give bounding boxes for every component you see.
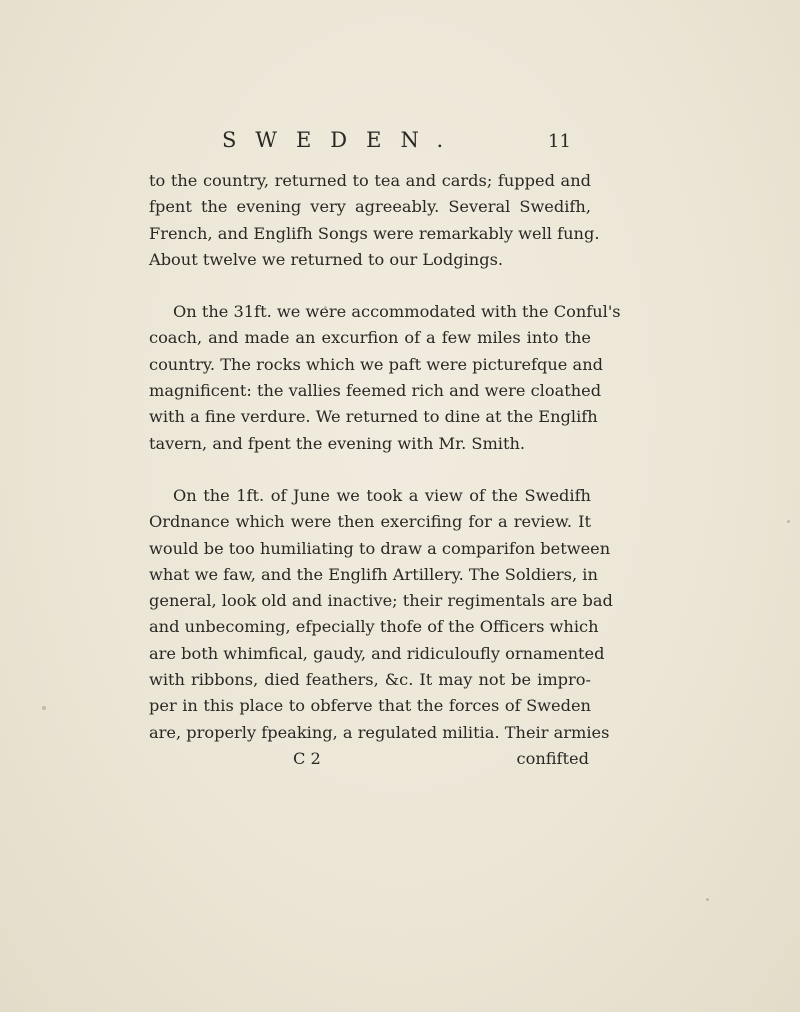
paper-speck xyxy=(324,306,327,309)
text-line: are, properly fpeaking, a regulated militia. Their armies xyxy=(149,722,610,742)
paper-speck xyxy=(706,898,709,901)
text-line: what we faw, and the Englifh Artillery. The Soldiers, in xyxy=(149,564,598,584)
text-line: Ordnance which were then exercifing for a review. It xyxy=(149,512,591,532)
text-line: On the 31ft. we were accommodated with the Conful's xyxy=(173,302,621,322)
text-line: French, and Englifh Songs were remarkably well fung. xyxy=(149,223,600,243)
text-line: to the country, returned to tea and cards; fupped and xyxy=(149,171,591,190)
paragraph-3 xyxy=(149,483,613,746)
text-line: would be too humiliating to draw a comparifon between xyxy=(149,538,611,558)
paragraph-1 xyxy=(149,168,600,273)
signature-mark: C 2 xyxy=(293,748,321,768)
text-line: tavern, and fpent the evening with Mr. Smith. xyxy=(149,433,526,453)
text-line: and unbecoming, efpecially thofe of the Officers which xyxy=(149,617,599,637)
text-line: About twelve we returned to our Lodgings. xyxy=(149,249,504,269)
text-line: general, look old and inactive; their regimentals are bad xyxy=(149,591,613,611)
page-footer xyxy=(149,746,591,772)
text-line: fpent the evening very agreeably. Several Swedifh, xyxy=(149,197,591,217)
text-line: are both whimfical, gaudy, and ridiculoufly ornamented xyxy=(149,643,605,663)
body-text xyxy=(149,168,621,772)
catchword: confifted xyxy=(516,748,589,768)
text-line: On the 1ft. of June we took a view of the Swedifh xyxy=(173,485,591,505)
page-number: 11 xyxy=(548,131,571,152)
text-line: with ribbons, died feathers, &c. It may not be impro- xyxy=(149,670,591,690)
text-line: per in this place to obferve that the forces of Sweden xyxy=(149,696,591,716)
text-line: magnificent: the vallies feemed rich and were cloathed xyxy=(149,381,602,401)
text-line: with a fine verdure. We returned to dine at the Englifh xyxy=(149,407,598,427)
running-title: SWEDEN. xyxy=(222,128,463,152)
paper-speck xyxy=(787,520,790,523)
text-line: country. The rocks which we paft were picturefque and xyxy=(149,354,603,374)
paragraph-2 xyxy=(149,299,621,457)
text-line: coach, and made an excurfion of a few miles into the xyxy=(149,328,591,348)
paper-speck xyxy=(42,706,46,710)
